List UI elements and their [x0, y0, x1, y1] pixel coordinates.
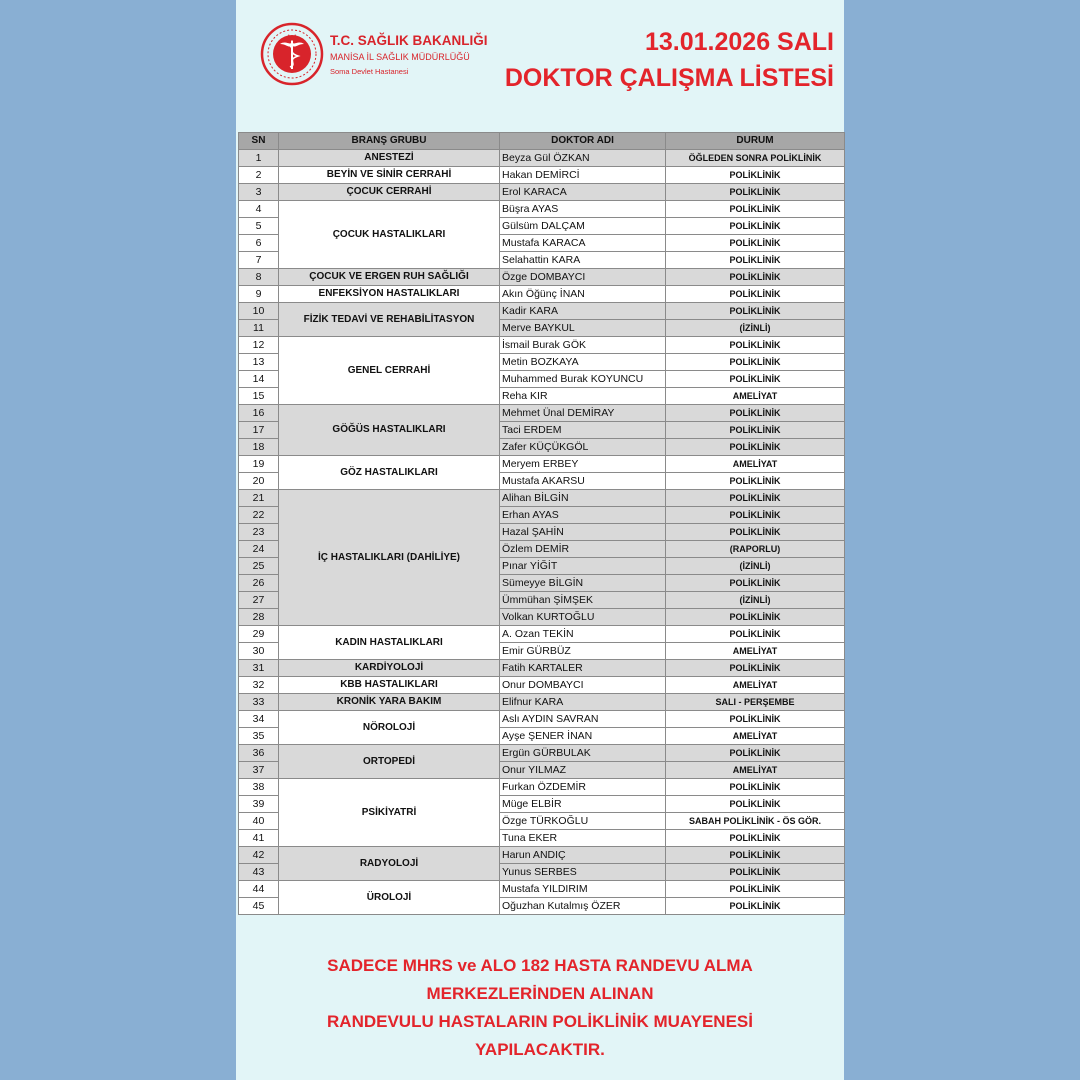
row-sn: 20: [239, 473, 279, 490]
row-doctor: Yunus SERBES: [500, 864, 666, 881]
row-sn: 44: [239, 881, 279, 898]
row-sn: 10: [239, 303, 279, 320]
row-status: POLİKLİNİK: [666, 575, 845, 592]
row-branch: ÇOCUK VE ERGEN RUH SAĞLIĞI: [279, 269, 500, 286]
row-status: AMELİYAT: [666, 643, 845, 660]
row-sn: 22: [239, 507, 279, 524]
row-status: POLİKLİNİK: [666, 286, 845, 303]
row-doctor: Muhammed Burak KOYUNCU: [500, 371, 666, 388]
table-row: [239, 881, 845, 898]
row-sn: 41: [239, 830, 279, 847]
row-status: POLİKLİNİK: [666, 218, 845, 235]
row-status: SALI - PERŞEMBE: [666, 694, 845, 711]
row-branch: GÖZ HASTALIKLARI: [279, 456, 500, 490]
org-title: T.C. SAĞLIK BAKANLIĞI: [330, 33, 488, 48]
row-status: POLİKLİNİK: [666, 881, 845, 898]
row-status: POLİKLİNİK: [666, 711, 845, 728]
row-sn: 6: [239, 235, 279, 252]
table-row: [239, 694, 845, 711]
row-status: POLİKLİNİK: [666, 422, 845, 439]
row-sn: 37: [239, 762, 279, 779]
row-status: (İZİNLİ): [666, 320, 845, 337]
row-doctor: Aslı AYDIN SAVRAN: [500, 711, 666, 728]
notice-line-1: SADECE MHRS ve ALO 182 HASTA RANDEVU ALMA: [327, 956, 753, 975]
row-status: POLİKLİNİK: [666, 626, 845, 643]
appointment-notice: [236, 952, 844, 1064]
row-status: POLİKLİNİK: [666, 405, 845, 422]
row-doctor: Erol KARACA: [500, 184, 666, 201]
row-status: AMELİYAT: [666, 456, 845, 473]
row-sn: 4: [239, 201, 279, 218]
row-doctor: Oğuzhan Kutalmış ÖZER: [500, 898, 666, 915]
row-doctor: Mustafa YILDIRIM: [500, 881, 666, 898]
row-doctor: Sümeyye BİLGİN: [500, 575, 666, 592]
row-sn: 38: [239, 779, 279, 796]
table-header-row: [239, 133, 845, 150]
row-sn: 25: [239, 558, 279, 575]
row-doctor: Emir GÜRBÜZ: [500, 643, 666, 660]
row-sn: 28: [239, 609, 279, 626]
row-sn: 24: [239, 541, 279, 558]
table-row: [239, 660, 845, 677]
row-sn: 45: [239, 898, 279, 915]
header-branch: BRANŞ GRUBU: [279, 133, 500, 150]
row-sn: 34: [239, 711, 279, 728]
row-status: POLİKLİNİK: [666, 473, 845, 490]
row-doctor: Hakan DEMİRCİ: [500, 167, 666, 184]
table-row: [239, 847, 845, 864]
doctor-schedule-table: [238, 132, 845, 915]
notice-line-3: RANDEVULU HASTALARIN POLİKLİNİK MUAYENESİ: [327, 1012, 753, 1031]
row-doctor: Erhan AYAS: [500, 507, 666, 524]
row-branch: GÖĞÜS HASTALIKLARI: [279, 405, 500, 456]
row-status: POLİKLİNİK: [666, 337, 845, 354]
row-status: POLİKLİNİK: [666, 184, 845, 201]
row-branch: ENFEKSİYON HASTALIKLARI: [279, 286, 500, 303]
row-doctor: İsmail Burak GÖK: [500, 337, 666, 354]
row-doctor: Onur YILMAZ: [500, 762, 666, 779]
row-doctor: Furkan ÖZDEMİR: [500, 779, 666, 796]
row-branch: FİZİK TEDAVİ VE REHABİLİTASYON: [279, 303, 500, 337]
row-sn: 36: [239, 745, 279, 762]
notice-line-4: YAPILACAKTIR.: [475, 1040, 605, 1059]
row-sn: 13: [239, 354, 279, 371]
row-doctor: Onur DOMBAYCI: [500, 677, 666, 694]
schedule-panel: [236, 0, 844, 1080]
row-status: POLİKLİNİK: [666, 354, 845, 371]
row-branch: RADYOLOJİ: [279, 847, 500, 881]
row-sn: 16: [239, 405, 279, 422]
row-status: POLİKLİNİK: [666, 609, 845, 626]
row-branch: KBB HASTALIKLARI: [279, 677, 500, 694]
table-row: [239, 405, 845, 422]
row-branch: ORTOPEDİ: [279, 745, 500, 779]
table-row: [239, 167, 845, 184]
row-doctor: Tuna EKER: [500, 830, 666, 847]
row-sn: 17: [239, 422, 279, 439]
row-doctor: Kadir KARA: [500, 303, 666, 320]
row-doctor: Büşra AYAS: [500, 201, 666, 218]
table-body: [239, 150, 845, 915]
row-doctor: Merve BAYKUL: [500, 320, 666, 337]
row-doctor: Elifnur KARA: [500, 694, 666, 711]
row-doctor: Beyza Gül ÖZKAN: [500, 150, 666, 167]
row-doctor: Ümmühan ŞİMŞEK: [500, 592, 666, 609]
row-status: SABAH POLİKLİNİK - ÖS GÖR.: [666, 813, 845, 830]
table-row: [239, 303, 845, 320]
row-doctor: Gülsüm DALÇAM: [500, 218, 666, 235]
table-row: [239, 456, 845, 473]
row-sn: 14: [239, 371, 279, 388]
row-sn: 23: [239, 524, 279, 541]
row-sn: 11: [239, 320, 279, 337]
row-status: POLİKLİNİK: [666, 660, 845, 677]
row-status: POLİKLİNİK: [666, 507, 845, 524]
row-doctor: Müge ELBİR: [500, 796, 666, 813]
row-doctor: Metin BOZKAYA: [500, 354, 666, 371]
table-row: [239, 745, 845, 762]
notice-line-2: MERKEZLERİNDEN ALINAN: [426, 984, 654, 1003]
row-status: POLİKLİNİK: [666, 779, 845, 796]
row-status: POLİKLİNİK: [666, 252, 845, 269]
row-doctor: Ayşe ŞENER İNAN: [500, 728, 666, 745]
row-doctor: Özge TÜRKOĞLU: [500, 813, 666, 830]
row-doctor: Reha KIR: [500, 388, 666, 405]
row-doctor: Pınar YİĞİT: [500, 558, 666, 575]
row-sn: 19: [239, 456, 279, 473]
row-doctor: Mehmet Ünal DEMİRAY: [500, 405, 666, 422]
row-branch: ÜROLOJİ: [279, 881, 500, 915]
row-status: POLİKLİNİK: [666, 864, 845, 881]
table-row: [239, 150, 845, 167]
row-branch: GENEL CERRAHİ: [279, 337, 500, 405]
row-sn: 35: [239, 728, 279, 745]
row-status: (RAPORLU): [666, 541, 845, 558]
row-status: POLİKLİNİK: [666, 439, 845, 456]
header-status: DURUM: [666, 133, 845, 150]
row-sn: 31: [239, 660, 279, 677]
row-status: POLİKLİNİK: [666, 371, 845, 388]
row-doctor: Mustafa KARACA: [500, 235, 666, 252]
row-status: POLİKLİNİK: [666, 201, 845, 218]
row-branch: ANESTEZİ: [279, 150, 500, 167]
row-sn: 39: [239, 796, 279, 813]
row-branch: NÖROLOJİ: [279, 711, 500, 745]
row-doctor: Meryem ERBEY: [500, 456, 666, 473]
row-branch: BEYİN VE SİNİR CERRAHİ: [279, 167, 500, 184]
table-row: [239, 677, 845, 694]
table-row: [239, 779, 845, 796]
header-sn: SN: [239, 133, 279, 150]
row-status: POLİKLİNİK: [666, 745, 845, 762]
row-sn: 7: [239, 252, 279, 269]
row-status: POLİKLİNİK: [666, 490, 845, 507]
row-sn: 8: [239, 269, 279, 286]
table-row: [239, 337, 845, 354]
row-sn: 3: [239, 184, 279, 201]
row-branch: KADIN HASTALIKLARI: [279, 626, 500, 660]
row-sn: 40: [239, 813, 279, 830]
table-row: [239, 269, 845, 286]
table-row: [239, 184, 845, 201]
row-status: POLİKLİNİK: [666, 235, 845, 252]
row-branch: ÇOCUK HASTALIKLARI: [279, 201, 500, 269]
row-sn: 15: [239, 388, 279, 405]
row-sn: 5: [239, 218, 279, 235]
row-sn: 18: [239, 439, 279, 456]
row-doctor: Özge DOMBAYCI: [500, 269, 666, 286]
row-sn: 9: [239, 286, 279, 303]
row-sn: 27: [239, 592, 279, 609]
row-doctor: Akın Öğünç İNAN: [500, 286, 666, 303]
row-sn: 26: [239, 575, 279, 592]
row-status: POLİKLİNİK: [666, 269, 845, 286]
date-title: 13.01.2026 SALI: [644, 28, 834, 56]
row-doctor: A. Ozan TEKİN: [500, 626, 666, 643]
ministry-logo-icon: [260, 22, 324, 86]
row-doctor: Ergün GÜRBULAK: [500, 745, 666, 762]
row-status: AMELİYAT: [666, 728, 845, 745]
row-status: AMELİYAT: [666, 677, 845, 694]
row-sn: 1: [239, 150, 279, 167]
row-sn: 42: [239, 847, 279, 864]
row-doctor: Hazal ŞAHİN: [500, 524, 666, 541]
row-status: POLİKLİNİK: [666, 796, 845, 813]
hospital-name: Soma Devlet Hastanesi: [330, 67, 409, 76]
row-doctor: Selahattin KARA: [500, 252, 666, 269]
row-status: AMELİYAT: [666, 388, 845, 405]
row-sn: 43: [239, 864, 279, 881]
row-sn: 2: [239, 167, 279, 184]
row-status: (İZİNLİ): [666, 592, 845, 609]
row-status: (İZİNLİ): [666, 558, 845, 575]
row-doctor: Harun ANDIÇ: [500, 847, 666, 864]
row-status: POLİKLİNİK: [666, 830, 845, 847]
row-sn: 12: [239, 337, 279, 354]
row-status: POLİKLİNİK: [666, 898, 845, 915]
row-doctor: Mustafa AKARSU: [500, 473, 666, 490]
row-sn: 21: [239, 490, 279, 507]
row-doctor: Zafer KÜÇÜKGÖL: [500, 439, 666, 456]
row-sn: 32: [239, 677, 279, 694]
row-status: AMELİYAT: [666, 762, 845, 779]
row-doctor: Fatih KARTALER: [500, 660, 666, 677]
row-status: ÖĞLEDEN SONRA POLİKLİNİK: [666, 150, 845, 167]
row-branch: KRONİK YARA BAKIM: [279, 694, 500, 711]
table-row: [239, 711, 845, 728]
row-doctor: Taci ERDEM: [500, 422, 666, 439]
row-sn: 29: [239, 626, 279, 643]
table-row: [239, 626, 845, 643]
row-status: POLİKLİNİK: [666, 847, 845, 864]
table-row: [239, 201, 845, 218]
row-branch: PSİKİYATRİ: [279, 779, 500, 847]
row-sn: 30: [239, 643, 279, 660]
row-branch: İÇ HASTALIKLARI (DAHİLİYE): [279, 490, 500, 626]
row-status: POLİKLİNİK: [666, 524, 845, 541]
table-row: [239, 286, 845, 303]
row-doctor: Volkan KURTOĞLU: [500, 609, 666, 626]
row-status: POLİKLİNİK: [666, 303, 845, 320]
row-doctor: Alihan BİLGİN: [500, 490, 666, 507]
table-row: [239, 490, 845, 507]
org-subtitle: MANİSA İL SAĞLIK MÜDÜRLÜĞÜ: [330, 52, 470, 62]
row-status: POLİKLİNİK: [666, 167, 845, 184]
header-doctor: DOKTOR ADI: [500, 133, 666, 150]
row-branch: KARDİYOLOJİ: [279, 660, 500, 677]
list-title: DOKTOR ÇALIŞMA LİSTESİ: [504, 64, 834, 92]
row-branch: ÇOCUK CERRAHİ: [279, 184, 500, 201]
row-sn: 33: [239, 694, 279, 711]
row-doctor: Özlem DEMİR: [500, 541, 666, 558]
